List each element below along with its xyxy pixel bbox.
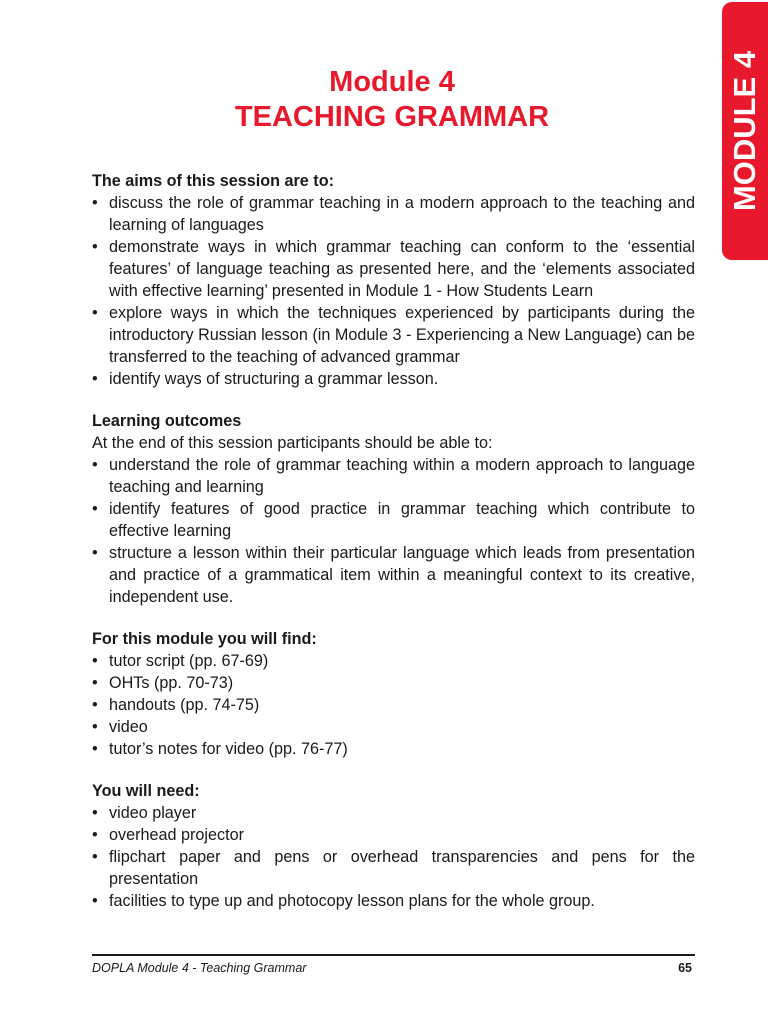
bullet-icon: • bbox=[92, 370, 98, 388]
list-item bbox=[92, 498, 695, 542]
list-item-text: identify features of good practice in grammar teaching which contribute to effective learning bbox=[109, 500, 695, 540]
list-item-text: overhead projector bbox=[109, 826, 244, 844]
bullet-icon: • bbox=[92, 718, 98, 736]
list-item-text: handouts (pp. 74-75) bbox=[109, 696, 260, 714]
list-item-text: discuss the role of grammar teaching in a modern approach to the teaching and learning of languages bbox=[109, 194, 695, 234]
bullet-icon: • bbox=[92, 826, 98, 844]
bullet-icon: • bbox=[92, 304, 98, 322]
bullet-icon: • bbox=[92, 740, 98, 758]
footer-divider bbox=[92, 954, 695, 956]
bullet-icon: • bbox=[92, 500, 98, 518]
list-item-text: tutor’s notes for video (pp. 76-77) bbox=[109, 740, 348, 758]
bullet-icon: • bbox=[92, 892, 98, 910]
list-item bbox=[92, 192, 695, 236]
footer-document-title: DOPLA Module 4 - Teaching Grammar bbox=[92, 961, 307, 975]
bullet-icon: • bbox=[92, 804, 98, 822]
list-item bbox=[92, 542, 695, 608]
outcomes-heading: Learning outcomes bbox=[92, 412, 242, 430]
list-item bbox=[92, 236, 695, 302]
list-item-text: video player bbox=[109, 804, 197, 822]
list-item-text: flipchart paper and pens or overhead transparencies and pens for the presentation bbox=[109, 848, 695, 888]
list-item bbox=[92, 846, 695, 890]
find-list bbox=[92, 650, 695, 760]
list-item-text: structure a lesson within their particular language which leads from presentation and practice of a grammatical item within a meaningful context to its creative, independent use. bbox=[109, 544, 695, 606]
list-item bbox=[92, 302, 695, 368]
bullet-icon: • bbox=[92, 652, 98, 670]
list-item-text: tutor script (pp. 67-69) bbox=[109, 652, 269, 670]
bullet-icon: • bbox=[92, 456, 98, 474]
page-title-topic: TEACHING GRAMMAR bbox=[234, 101, 550, 133]
footer-page-number: 65 bbox=[678, 961, 692, 975]
aims-heading: The aims of this session are to: bbox=[92, 172, 334, 190]
list-item-text: explore ways in which the techniques experienced by participants during the introductory Russian lesson (in Module 3 - Experiencing a New Language) can be transferred to the teaching of advanced grammar bbox=[109, 304, 695, 366]
list-item bbox=[92, 650, 695, 672]
bullet-icon: • bbox=[92, 674, 98, 692]
list-item bbox=[92, 802, 695, 824]
need-heading: You will need: bbox=[92, 782, 200, 800]
list-item-text: identify ways of structuring a grammar lesson. bbox=[109, 370, 439, 388]
list-item-text: video bbox=[109, 718, 148, 736]
list-item bbox=[92, 824, 695, 846]
outcomes-intro: At the end of this session participants should be able to: bbox=[92, 434, 493, 452]
page-title-module: Module 4 bbox=[329, 66, 455, 98]
list-item bbox=[92, 716, 695, 738]
list-item-text: demonstrate ways in which grammar teaching can conform to the ‘essential features’ of language teaching as presented here, and the ‘elements associated with effective learning’ presented in Module 1 - How Students Learn bbox=[109, 238, 695, 300]
list-item-text: OHTs (pp. 70-73) bbox=[109, 674, 234, 692]
bullet-icon: • bbox=[92, 544, 98, 562]
list-item bbox=[92, 368, 695, 390]
module-side-tab bbox=[722, 2, 768, 260]
list-item-text: understand the role of grammar teaching within a modern approach to language teaching and learning bbox=[109, 456, 695, 496]
list-item bbox=[92, 738, 695, 760]
bullet-icon: • bbox=[92, 238, 98, 256]
module-side-tab-label: MODULE 4 bbox=[727, 50, 762, 212]
list-item bbox=[92, 694, 695, 716]
list-item-text: facilities to type up and photocopy lesson plans for the whole group. bbox=[109, 892, 595, 910]
bullet-icon: • bbox=[92, 848, 98, 866]
main-content bbox=[92, 170, 695, 912]
find-heading: For this module you will find: bbox=[92, 630, 317, 648]
list-item bbox=[92, 454, 695, 498]
list-item bbox=[92, 890, 695, 912]
list-item bbox=[92, 672, 695, 694]
outcomes-list bbox=[92, 454, 695, 608]
aims-list bbox=[92, 192, 695, 390]
bullet-icon: • bbox=[92, 696, 98, 714]
bullet-icon: • bbox=[92, 194, 98, 212]
need-list bbox=[92, 802, 695, 912]
